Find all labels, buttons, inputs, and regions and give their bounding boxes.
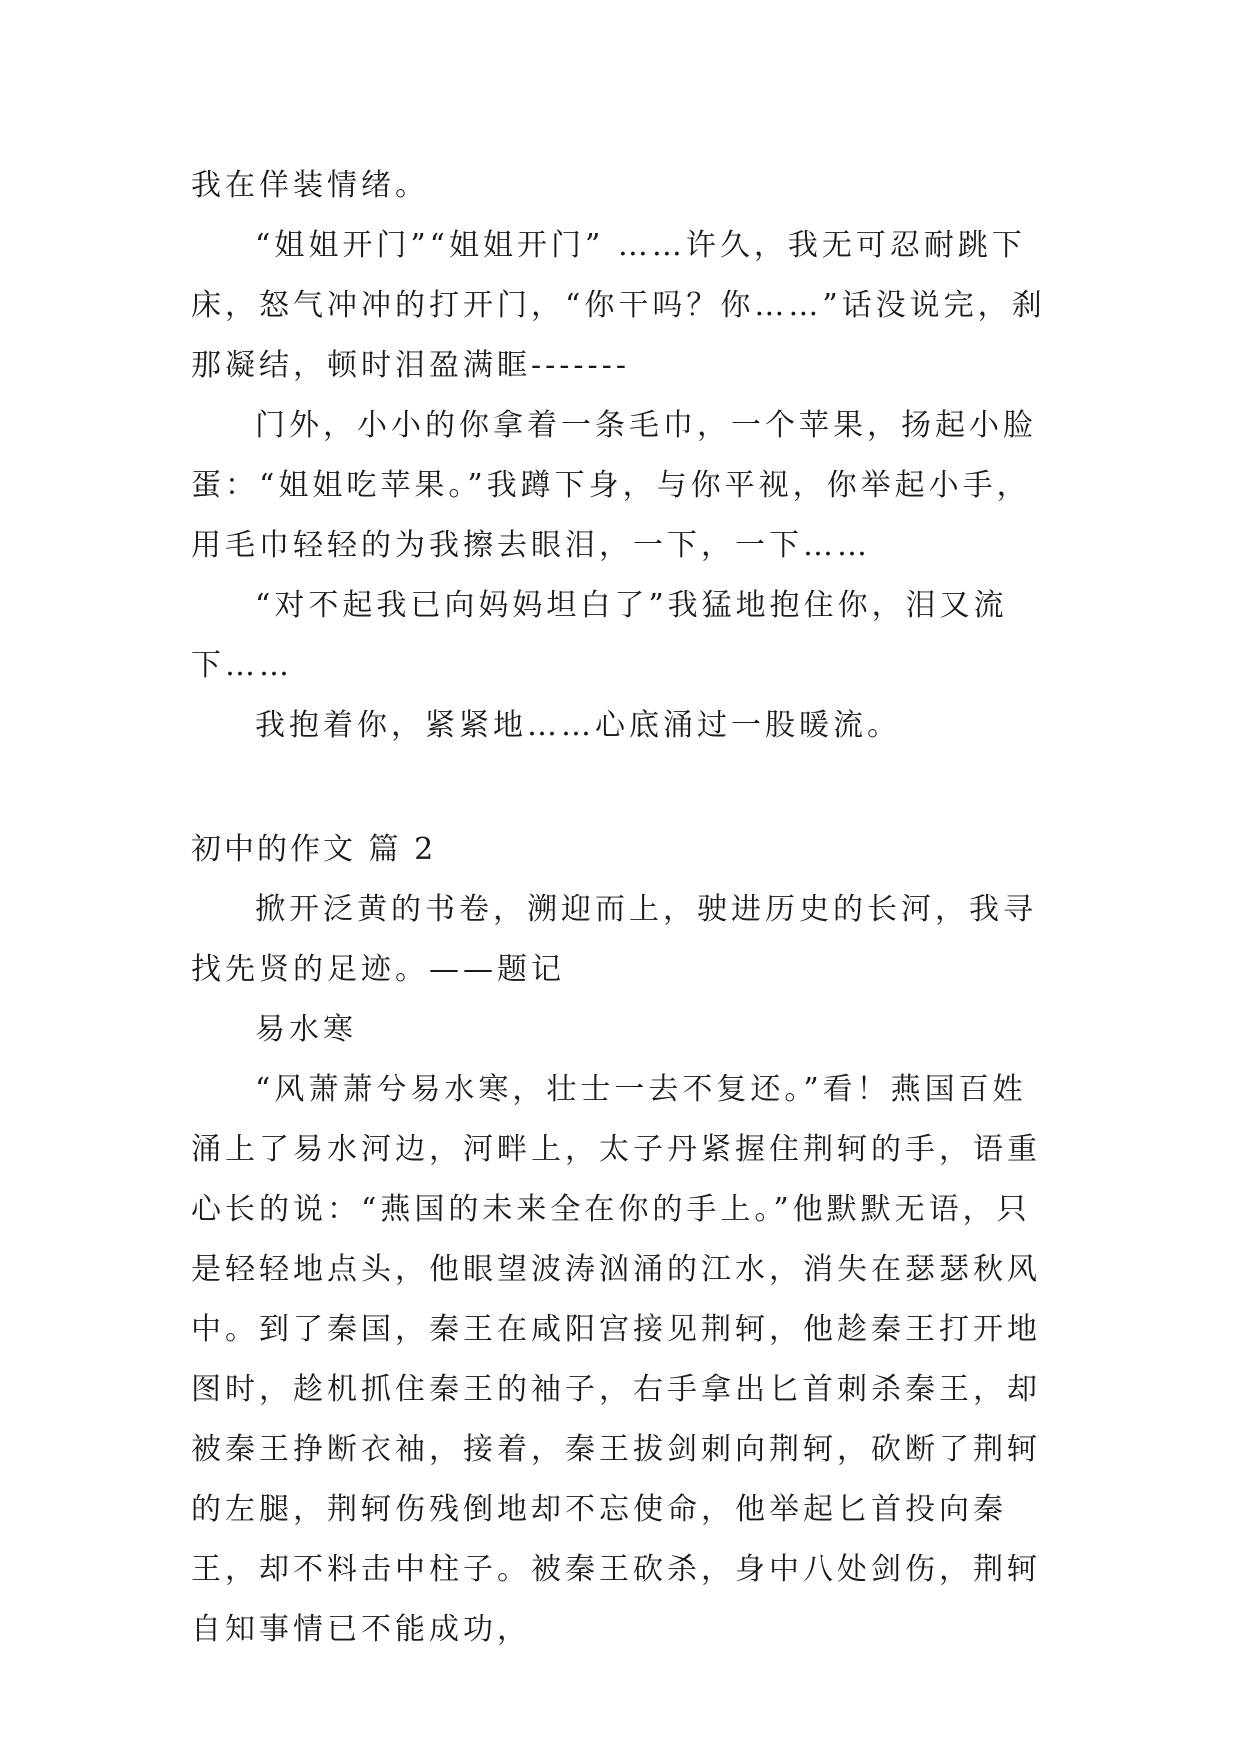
paragraph-embrace: 我抱着你，紧紧地……心底涌过一股暖流。	[255, 708, 901, 743]
paragraph-epigraph: 掀开泛黄的书卷，溯迎而上，驶进历史的长河，我寻找先贤的足迹。——题记	[191, 892, 1037, 987]
paragraph-knock-door: “姐姐开门”“姐姐开门” ……许久，我无可忍耐跳下床，怒气冲冲的打开门，“你干吗？你……”话没说完，刹那凝结，顿时泪盈满眶-------	[191, 228, 1046, 383]
paragraph-apology: “对不起我已向妈妈坦白了”我猛地抱住你，泪又流下……	[191, 588, 1008, 683]
subsection-title: 易水寒	[255, 1012, 357, 1047]
paragraph-continuation: 我在佯装情绪。	[191, 168, 429, 203]
paragraph-jingke-story: “风萧萧兮易水寒，壮士一去不复还。”看！燕国百姓涌上了易水河边，河畔上，太子丹紧握住荆轲的手，语重心长的说：“燕国的未来全在你的手上。”他默默无语，只是轻轻地点头，他眼望波涛汹涌的江水，消失在瑟瑟秋风中。到了秦国，秦王在咸阳宫接见荆轲，他趁秦王打开地图时，趁机抓住秦王的袖子，右手拿出匕首刺杀秦王，却被秦王挣断衣袖，接着，秦王拔剑刺向荆轲，砍断了荆轲的左腿，荆轲伤残倒地却不忘使命，他举起匕首投向秦王，却不料击中柱子。被秦王砍杀，身中八处剑伤，荆轲自知事情已不能成功，	[191, 1072, 1041, 1647]
paragraph-apple: 门外，小小的你拿着一条毛巾，一个苹果，扬起小脸蛋：“姐姐吃苹果。”我蹲下身，与你平视，你举起小手，用毛巾轻轻的为我擦去眼泪，一下，一下……	[191, 408, 1037, 563]
section-heading: 初中的作文 篇 2	[191, 832, 437, 867]
